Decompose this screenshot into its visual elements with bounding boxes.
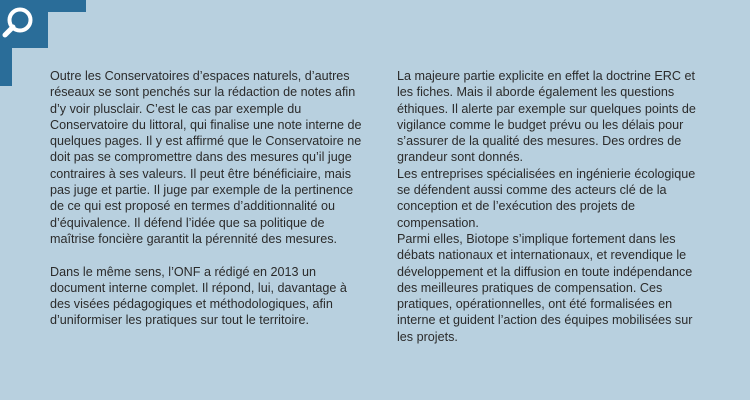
paragraph-biotope: Parmi elles, Biotope s’implique fortement dans les débats nationaux et internationaux, et revendique le développement et la diffusion en toute indépendance des meilleures pratiques de compensation. Ces pratiques, opérationnelles, ont été formalisées en interne et guident l’action des équipes mobilisées sur les projets. bbox=[397, 231, 693, 344]
search-icon bbox=[0, 0, 48, 48]
paragraph-doctrine-erc: La majeure partie explicite en effet la doctrine ERC et les fiches. Mais il aborde également les questions éthiques. Il alerte par exemple sur quelques points de vigilance comme le budget prévu ou les délais pour s’assurer de la qualité des mesures. Des ordres de grandeur sont donnés. bbox=[397, 69, 696, 165]
paragraph-conservatoires: Outre les Conservatoires d’espaces naturels, d’autres réseaux se sont penchés sur la rédaction de notes afin d’y voir plusclair. C’est le cas par exemple du Conservatoire du littoral, qui finalise une note interne de quelques pages. Il y est affirmé que le Conservatoire ne doit pas se compromettre dans des mesures qu’il juge contraires à ses valeurs. Il peut être bénéficiaire, mais pas juge et partie. Il juge par exemple de la pertinence de ce qui est proposé en termes d’additionnalité ou d’équivalence. Il défend l’idée que sa politique de maîtrise foncière garantit la pérennité des mesures. bbox=[50, 69, 362, 246]
right-text-column bbox=[397, 68, 709, 345]
left-text-column bbox=[50, 68, 362, 329]
corner-accent-left bbox=[0, 48, 12, 86]
paragraph-entreprises: Les entreprises spécialisées en ingénierie écologique se défendent aussi comme des acteurs clé de la conception et de l’exécution des projets de compensation. bbox=[397, 166, 696, 230]
corner-accent-top bbox=[48, 0, 86, 12]
paragraph-onf: Dans le même sens, l’ONF a rédigé en 2013 un document interne complet. Il répond, lui, davantage à des visées pédagogiques et méthodologiques, afin d’uniformiser les pratiques sur tout le territoire. bbox=[50, 264, 347, 328]
